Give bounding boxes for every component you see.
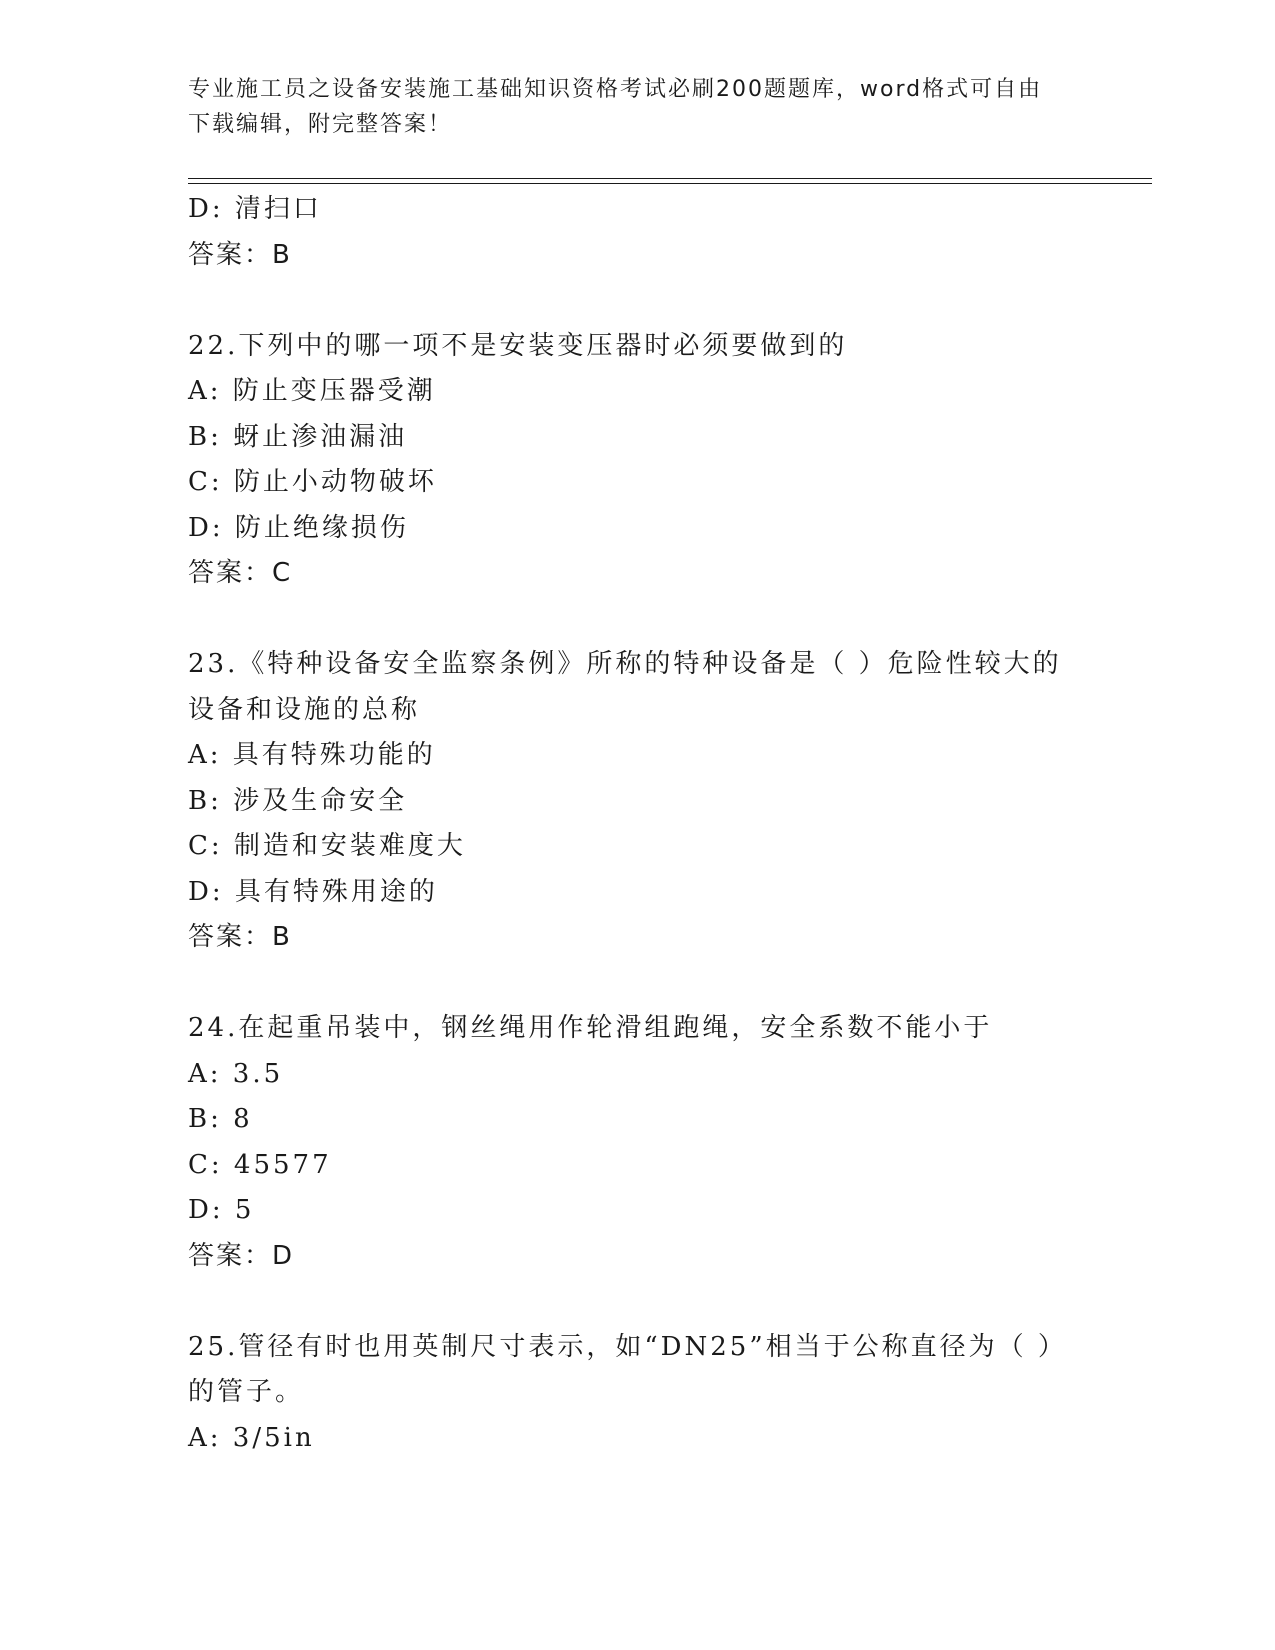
header-line-2: 下载编辑，附完整答案！	[188, 112, 453, 137]
header-divider-bottom	[188, 183, 1152, 184]
header-divider-top	[188, 178, 1152, 179]
question-24	[188, 1006, 1088, 1279]
question-22	[188, 324, 1088, 597]
spacer	[188, 597, 1088, 643]
option-a: A: 3.5	[188, 1058, 284, 1089]
question-25	[188, 1325, 1088, 1462]
question-stem: 23.《特种设备安全监察条例》所称的特种设备是（ ）危险性较大的	[188, 649, 1062, 679]
question-stem: 25.管径有时也用英制尺寸表示，如“DN25”相当于公称直径为（ ）	[188, 1331, 1067, 1362]
question-stem-continued: 的管子。	[188, 1377, 305, 1407]
question-23	[188, 642, 1088, 961]
option-d: D: 5	[188, 1195, 255, 1225]
spacer	[188, 1279, 1088, 1325]
spacer	[188, 278, 1088, 324]
option-a: A: 3/5in	[188, 1422, 315, 1453]
document-header	[188, 72, 1088, 142]
option-a: A: 具有特殊功能的	[188, 740, 436, 770]
option-b: B: 涉及生命安全	[188, 785, 408, 816]
spacer	[188, 961, 1088, 1007]
option-d: D: 防止绝缘损伤	[188, 512, 409, 543]
question-stem: 22.下列中的哪一项不是安装变压器时必须要做到的	[188, 330, 848, 361]
option-c: C: 制造和安装难度大	[188, 831, 466, 861]
option-d: D: 具有特殊用途的	[188, 876, 438, 907]
option-c: C: 45577	[188, 1149, 332, 1180]
option-b: B: 8	[188, 1104, 253, 1134]
option-b: B: 蚜止渗油漏油	[188, 421, 408, 452]
option-c: C: 防止小动物破坏	[188, 467, 437, 497]
answer: 答案：B	[188, 922, 292, 952]
answer: 答案：B	[188, 239, 292, 270]
option-d: D: 清扫口	[188, 194, 322, 224]
question-stem-continued: 设备和设施的总称	[188, 694, 421, 725]
question-list	[188, 187, 1088, 1461]
option-a: A: 防止变压器受潮	[188, 376, 436, 406]
question-stem: 24.在起重吊装中，钢丝绳用作轮滑组跑绳，安全系数不能小于	[188, 1013, 993, 1043]
answer: 答案：C	[188, 558, 293, 588]
answer: 答案：D	[188, 1240, 295, 1271]
header-line-1: 专业施工员之设备安装施工基础知识资格考试必刷200题题库，word格式可自由	[188, 77, 1043, 102]
